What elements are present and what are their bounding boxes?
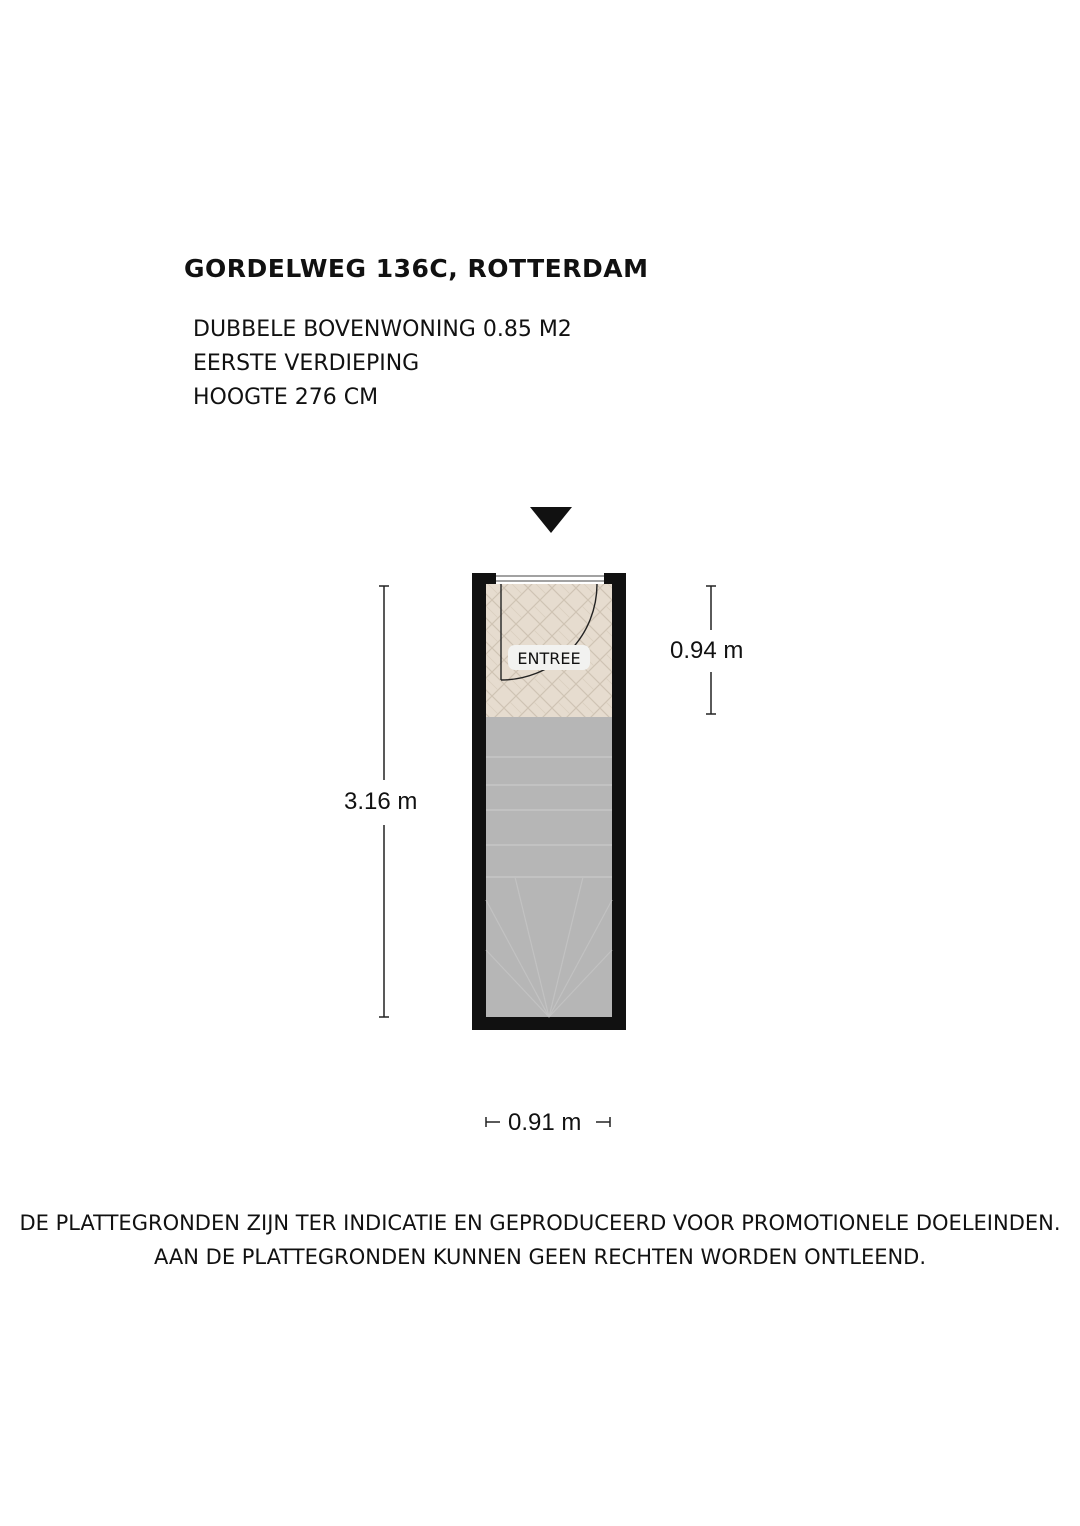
ceiling-height: HOOGTE 276 CM (193, 385, 379, 410)
floor-level: EERSTE VERDIEPING (193, 351, 420, 376)
dimension-total-length: 3.16 m (344, 788, 418, 815)
dimension-width: 0.91 m (508, 1109, 582, 1136)
disclaimer-line: AAN DE PLATTEGRONDEN KUNNEN GEEN RECHTEN WORDEN ONTLEEND. (153, 1245, 927, 1269)
room-label: ENTREE (517, 649, 581, 668)
disclaimer-line: DE PLATTEGRONDEN ZIJN TER INDICATIE EN GEPRODUCEERD VOOR PROMOTIONELE DOELEINDEN. (19, 1211, 1061, 1235)
page-title: GORDELWEG 136C, ROTTERDAM (184, 254, 649, 283)
staircase (486, 717, 612, 1017)
disclaimer (0, 1206, 1080, 1274)
dimension-entree-length: 0.94 m (670, 637, 744, 664)
arrow-down-icon (530, 507, 572, 533)
property-type: DUBBELE BOVENWONING 0.85 M2 (193, 317, 572, 342)
